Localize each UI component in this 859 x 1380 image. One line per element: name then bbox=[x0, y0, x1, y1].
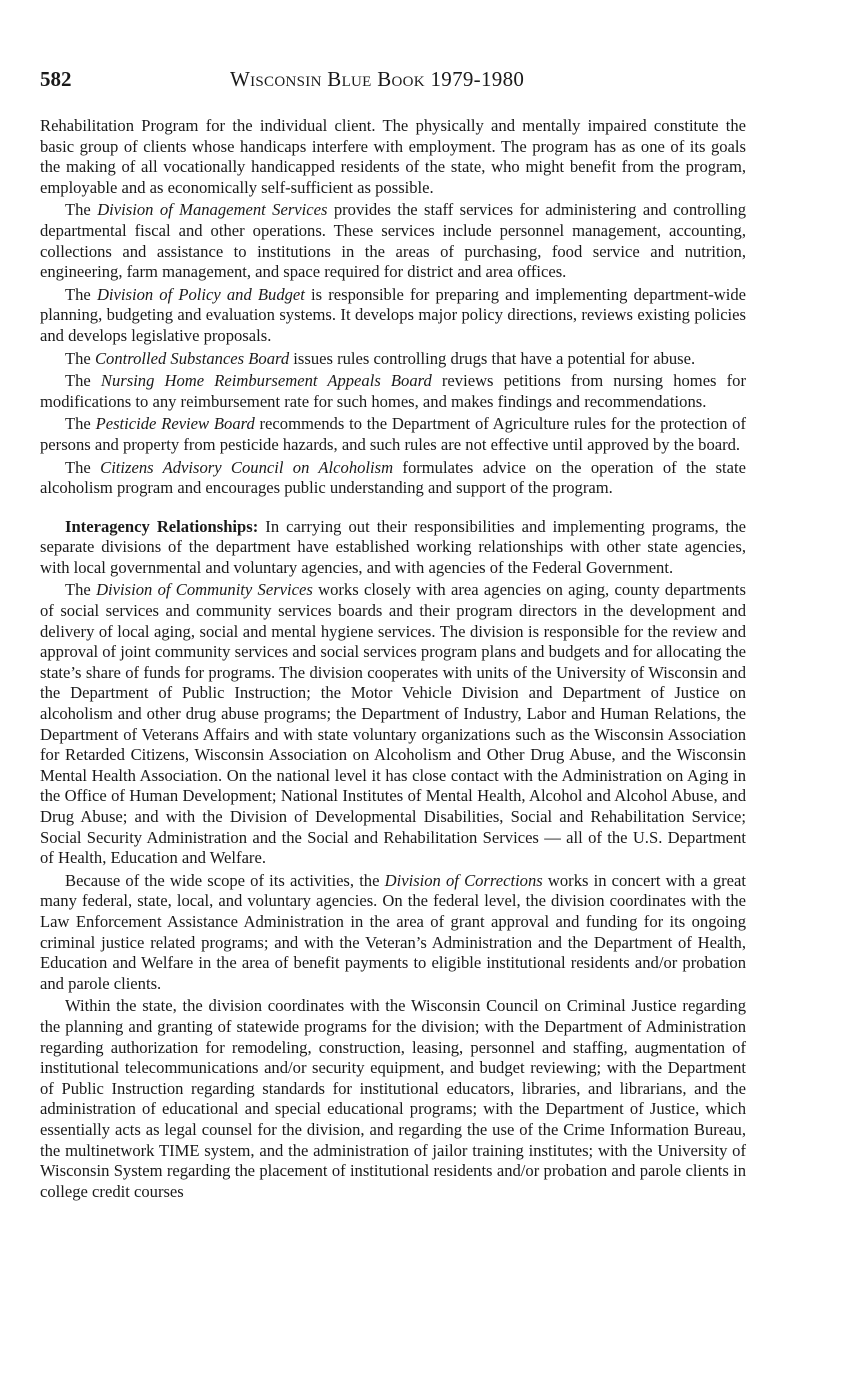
text-run: reviews petitions from nursing homes for modifications to any reimbursement rate for such homes, and makes findings and recommendations. bbox=[40, 371, 746, 411]
board-name: Pesticide Review Board bbox=[95, 414, 255, 434]
title-years: 1979-1980 bbox=[430, 67, 525, 91]
title-part: isconsin bbox=[250, 67, 322, 91]
paragraph-community-services bbox=[40, 580, 746, 868]
text-run: issues rules controlling drugs that have a potential for abuse. bbox=[289, 348, 696, 368]
title-letter: W bbox=[230, 67, 251, 91]
paragraph-rehabilitation: Rehabilitation Program for the individual client. The physically and mentally impaired constitute the basic group of clients whose handicaps interfere with employment. The program has as one of its goals the making of all vocationally handicapped residents of the state, who might benefit from the program, employable and as economically self-sufficient as possible. bbox=[40, 116, 746, 197]
text-run: formulates advice on the operation of the state alcoholism program and encourages public understanding and support of the program. bbox=[40, 457, 746, 498]
text-run: The bbox=[65, 371, 101, 391]
paragraph-management-services bbox=[40, 200, 746, 282]
text-run: The bbox=[65, 200, 98, 220]
title-part: lue bbox=[341, 67, 372, 91]
text-run: Because of the wide scope of its activities, the bbox=[65, 870, 385, 890]
text-run: The bbox=[65, 580, 97, 600]
text-run: The bbox=[65, 414, 96, 434]
division-name: Division of Corrections bbox=[384, 870, 543, 890]
title-letter: B bbox=[377, 67, 392, 91]
paragraph-nursing-home bbox=[40, 371, 746, 412]
text-run: works closely with area agencies on aging, county departments of social services and community services boards and their program directors in the development and delivery of local aging, social and mental hygiene services. The division is responsible for the review and approval of joint community services and social services program plans and budgets and for allocating the state’s share of funds for programs. The division cooperates with units of the University of Wisconsin and the Department of Public Instruction; the Motor Vehicle Division and Department of Justice on alcoholism and other drug abuse programs; the Department of Industry, Labor and Human Relations, the Department of Veterans Affairs and with state voluntary organizations such as the Wisconsin Association for Retarded Citizens, Wisconsin Association on Alcoholism and Other Drug Abuse, and the Wisconsin Mental Health Association. On the national level it has close contact with the Administration on Aging in the Office of Human Development; National Institutes of Mental Health, Alcohol and Alcohol Abuse, and Drug Abuse; and with the Division of Developmental Disabilities, Social and Rehabilitation Service; Social Security Administration and the Social and Rehabilitation Services — all of the U.S. Department of Health, Education and Welfare. bbox=[40, 580, 746, 868]
document-page bbox=[40, 66, 746, 1204]
text-run: provides the staff services for administering and controlling departmental fiscal and other operations. These services include personnel management, accounting, collections and assistance to institutions in the areas of purchasing, food service and nutrition, engineering, farm management, and space required for district and area offices. bbox=[40, 200, 747, 282]
text-run: is responsible for preparing and implementing department-wide planning, budgeting and evaluation systems. It develops major policy directions, reviews existing policies and develops legislative proposals. bbox=[40, 284, 746, 345]
board-name: Nursing Home Reimbursement Appeals Board bbox=[100, 371, 432, 391]
division-name: Division of Policy and Budget bbox=[96, 284, 305, 304]
paragraph-interagency bbox=[40, 517, 746, 579]
text-run: The bbox=[65, 284, 97, 304]
text-run: In carrying out their responsibilities and implementing programs, the separate divisions of the department have established working relationships with other state agencies, with local governmental and voluntary agencies, and with agencies of the Federal Government. bbox=[40, 516, 746, 577]
text-run: works in concert with a great many federal, state, local, and voluntary agencies. On the federal level, the division coordinates with the Law Enforcement Assistance Administration in the area of grant approval and funding for its ongoing criminal justice related programs; and with the Veteran’s Administration and the Department of Health, Education and Welfare in the area of benefit payments to eligible institutional residents and/or probation and parole clients. bbox=[40, 870, 746, 993]
page-number: 582 bbox=[40, 67, 72, 91]
paragraph-corrections bbox=[40, 871, 746, 995]
section-heading: Interagency Relationships: bbox=[65, 516, 259, 536]
running-head-title bbox=[230, 66, 524, 92]
council-name: Citizens Advisory Council on Alcoholism bbox=[100, 457, 394, 477]
text-run: The bbox=[65, 457, 101, 477]
title-part: ook bbox=[391, 67, 425, 91]
document-body bbox=[40, 116, 746, 1202]
text-run: The bbox=[65, 348, 95, 368]
division-name: Division of Management Services bbox=[97, 200, 328, 220]
division-name: Division of Community Services bbox=[96, 580, 313, 600]
paragraph-controlled-substances bbox=[40, 349, 746, 370]
page-header bbox=[40, 66, 746, 96]
text-run: recommends to the Department of Agriculture rules for the protection of persons and property from pesticide hazards, and such rules are not effective until approved by the board. bbox=[40, 414, 746, 454]
paragraph-alcoholism-council bbox=[40, 458, 746, 499]
paragraph-state-coordination: Within the state, the division coordinates with the Wisconsin Council on Criminal Justice regarding the planning and granting of statewide programs for the division; with the Department of Administration regarding authorization for remodeling, construction, leasing, personnel and staffing, augmentation of institutional telecommunications and/or security equipment, and budget reviewing; with the Department of Public Instruction regarding standards for institutional educators, libraries, and librarians, and the administration of educational and special educational programs; with the Department of Justice, which essentially acts as legal counsel for the division, and regarding the use of the Crime Information Bureau, the multinetwork TIME system, and the administration of jailor training institutes; with the University of Wisconsin System regarding the placement of institutional residents and/or probation and parole clients in college credit courses bbox=[40, 996, 746, 1201]
paragraph-pesticide bbox=[40, 414, 746, 455]
board-name: Controlled Substances Board bbox=[94, 348, 290, 368]
title-letter: B bbox=[327, 67, 342, 91]
paragraph-policy-budget bbox=[40, 285, 746, 347]
